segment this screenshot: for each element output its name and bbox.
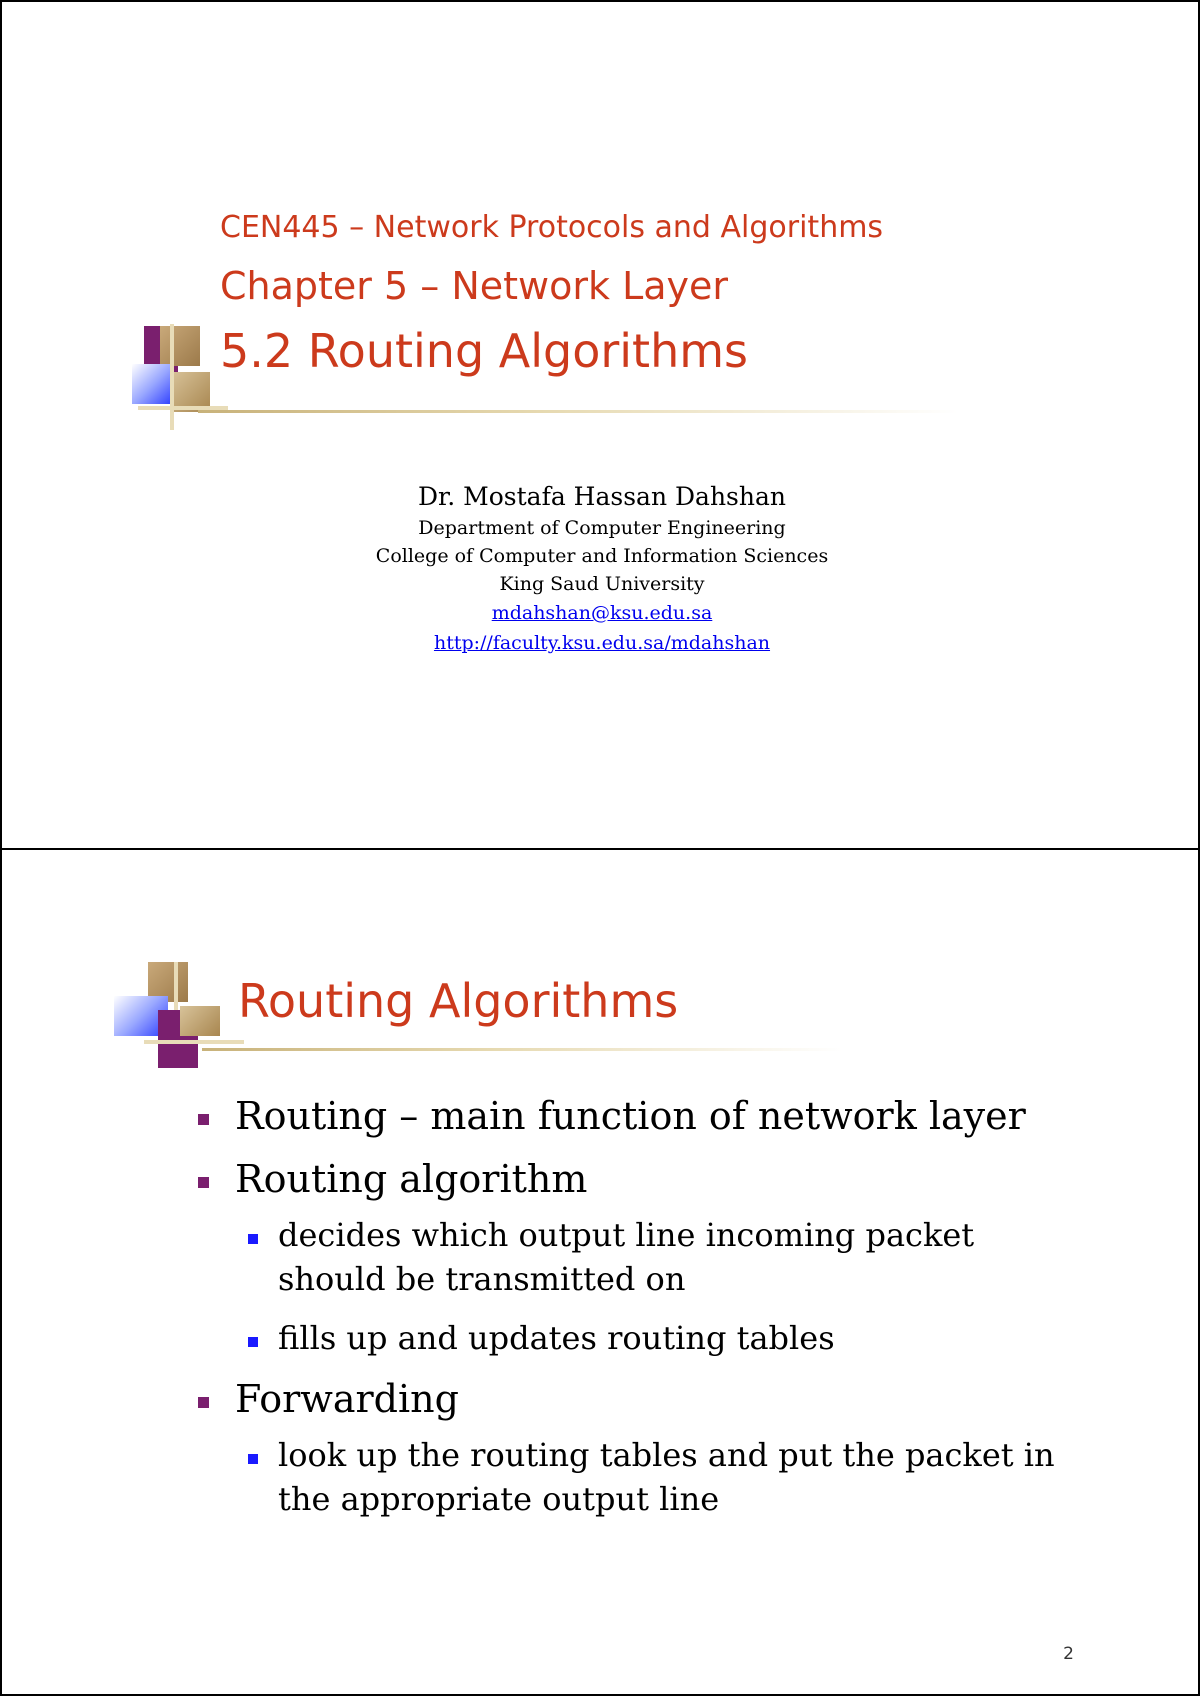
content-slide [0, 848, 1200, 1696]
sub-bullet-marker [248, 1234, 258, 1244]
website-link[interactable]: http://faculty.ksu.edu.sa/mdahshan [433, 632, 771, 654]
sub-bullet-fills: fills up and updates routing tables [278, 1319, 835, 1357]
section-title: 5.2 Routing Algorithms [220, 324, 749, 378]
bullet-marker [198, 1177, 209, 1188]
bullet-forwarding: Forwarding [235, 1377, 459, 1421]
sub-bullet-lookup-cont: the appropriate output line [278, 1480, 720, 1518]
sub-bullet-decides: decides which output line incoming packet [278, 1216, 975, 1254]
author-name: Dr. Mostafa Hassan Dahshan [418, 482, 786, 511]
chapter-title: Chapter 5 – Network Layer [220, 264, 729, 308]
sub-bullet-marker [248, 1337, 258, 1347]
bullet-marker [198, 1397, 209, 1408]
bullet-marker [198, 1114, 209, 1125]
bullet-routing-algorithm: Routing algorithm [235, 1157, 588, 1201]
sub-bullet-lookup: look up the routing tables and put the packet in [278, 1436, 1055, 1474]
author-info [2, 480, 1200, 658]
course-title: CEN445 – Network Protocols and Algorithms [220, 210, 884, 245]
sub-bullet-marker [248, 1454, 258, 1464]
department: Department of Computer Engineering [418, 517, 786, 539]
sub-bullet-decides-cont: should be transmitted on [278, 1260, 686, 1298]
page-number: 2 [1063, 1644, 1074, 1664]
bullet-routing: Routing – main function of network layer [235, 1094, 1026, 1138]
title-decoration-graphic [98, 324, 228, 430]
heading-underline [202, 1048, 842, 1051]
slide-heading: Routing Algorithms [238, 974, 679, 1028]
title-underline [198, 410, 958, 413]
college: College of Computer and Information Sciences [375, 545, 829, 567]
university: King Saud University [499, 573, 705, 595]
heading-decoration-graphic [114, 962, 244, 1068]
email-link[interactable]: mdahshan@ksu.edu.sa [491, 602, 713, 624]
